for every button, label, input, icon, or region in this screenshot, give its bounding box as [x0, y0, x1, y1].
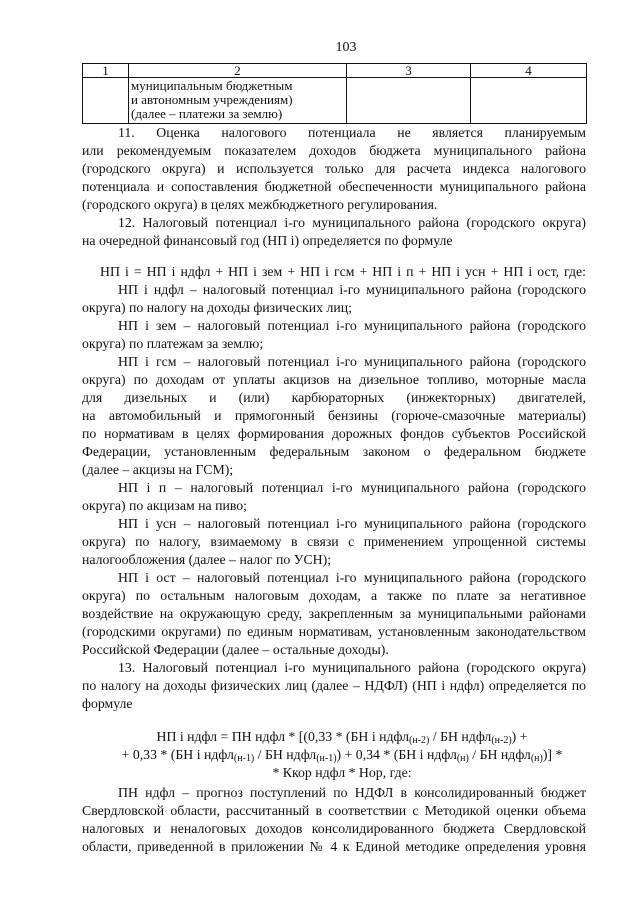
text-line: Российской Федерации (далее – остальные доходы).: [82, 642, 389, 657]
formula-text: / БН ндфл: [429, 729, 492, 744]
cell-text-line: и автономным учреждениям): [131, 92, 293, 107]
text-line: Свердловской области, рассчитанный в соответствии с Методикой оценки объема: [82, 803, 586, 818]
formula-text: ) +: [511, 729, 528, 744]
formula-text: ) + 0,34 * (БН i ндфл: [336, 747, 457, 762]
text-line: формуле: [82, 696, 133, 711]
formula-text: НП i ндфл = ПН ндфл * [(0,33 * (БН i ндфл: [156, 729, 410, 744]
text-line: (городского округа) и используется только для расчета индекса налогового: [82, 161, 586, 176]
text-line: НП i ост – налоговый потенциал i-го муниципального района (городского: [118, 570, 586, 585]
text-line: (далее – акцизы на ГСМ);: [82, 462, 234, 477]
clause-13: [82, 659, 586, 713]
text-line: Федерации, установленным федеральным законом о федеральном бюджете: [82, 444, 586, 459]
page-number: 103: [335, 40, 357, 55]
table-cell-col1: [83, 78, 129, 124]
text-line: по нормативам в целях формирования дорожных фондов субъектов Российской: [82, 426, 586, 441]
formula-line: [98, 746, 586, 764]
text-line: на автомобильный и прямогонный бензины (горюче-смазочные материалы): [82, 408, 586, 423]
formula-subscript: (н): [456, 753, 469, 764]
definition-np-ndfl: [82, 281, 586, 317]
definition-np-usn: [82, 515, 586, 569]
formula-np: [82, 263, 586, 281]
formula-text: / БН ндфл: [254, 747, 317, 762]
formula-line: [98, 764, 586, 782]
text-line: НП i п – налоговый потенциал i-го муниципального района (городского: [118, 480, 586, 495]
formula-subscript: (н-2): [409, 735, 430, 746]
text-line: воздействие на окружающую среду, закрепленным за муниципальными районами: [82, 606, 586, 621]
text-line: НП i гсм – налоговый потенциал i-го муниципального района (городского: [118, 354, 586, 369]
formula-subscript: (н-1): [233, 753, 255, 764]
text-line: НП i усн – налоговый потенциал i-го муниципального района (городского: [118, 516, 586, 531]
column-number-4: 4: [471, 64, 587, 78]
text-line: НП i = НП i ндфл + НП i зем + НП i гсм + НП i п + НП i усн + НП i ост, где:: [100, 264, 586, 279]
table-header-row: [83, 64, 587, 78]
text-line: НП i ндфл – налоговый потенциал i-го муниципального района (городского: [118, 282, 586, 297]
formula-text: )] *: [542, 747, 563, 762]
text-line: области, приведенной в приложении № 4 к Единой методике определения уровня: [82, 839, 586, 854]
continuation-table: [82, 63, 587, 124]
definition-np-gsm: [82, 353, 586, 479]
column-number-3: 3: [347, 64, 471, 78]
column-number-1: 1: [83, 64, 129, 78]
text-line: округа) по налогу на доходы физических лиц;: [82, 300, 352, 315]
clause-12: [82, 214, 586, 250]
text-line: ПН ндфл – прогноз поступлений по НДФЛ в консолидированный бюджет: [118, 785, 586, 800]
formula-subscript: (н-1): [316, 753, 337, 764]
text-line: по налогу на доходы физических лиц (далее – НДФЛ) (НП i ндфл) определяется по: [82, 678, 586, 693]
table-cell-col2: [129, 78, 347, 124]
text-line: округа) по остальным налоговым доходам, а также по плате за негативное: [82, 588, 586, 603]
cell-text-line: (далее – платежи за землю): [131, 106, 283, 121]
column-number-2: 2: [129, 64, 347, 78]
formula-text: + 0,33 * (БН i ндфл: [121, 747, 234, 762]
text-line: потенциала и сопоставления бюджетной обеспеченности муниципального района: [82, 179, 586, 194]
definition-np-ost: [82, 569, 586, 659]
text-line: 13. Налоговый потенциал i-го муниципального района (городского округа): [118, 660, 586, 675]
body-text: [82, 124, 586, 856]
definition-np-zem: [82, 317, 586, 353]
table-row: [83, 78, 587, 124]
table-cell-col4: [471, 78, 587, 124]
formula-subscript: (н): [530, 753, 543, 764]
text-line: 11. Оценка налогового потенциала не является планируемым: [118, 125, 586, 140]
text-line: округа) по платежам за землю;: [82, 336, 264, 351]
formula-text: * Ккор ндфл * Нор, где:: [272, 765, 412, 780]
definition-pn-ndfl: [82, 784, 586, 856]
formula-text: / БН ндфл: [468, 747, 531, 762]
text-line: налогообложения (далее – налог по УСН);: [82, 552, 332, 567]
cell-text-line: муниципальным бюджетным: [131, 78, 293, 93]
text-line: 12. Налоговый потенциал i-го муниципального района (городского округа): [118, 215, 586, 230]
text-line: округа) по акцизам на пиво;: [82, 498, 247, 513]
text-line: или рекомендуемым показателем доходов бюджета муниципального района: [82, 143, 586, 158]
formula-np-ndfl: [82, 728, 586, 782]
formula-subscript: (н-2): [491, 735, 512, 746]
text-line: округа) по налогу, взимаемому в связи с применением упрощенной системы: [82, 534, 586, 549]
text-line: для дизельных и (или) карбюраторных (инжекторных) двигателей,: [82, 390, 586, 405]
definition-np-p: [82, 479, 586, 515]
text-line: на очередной финансовый год (НП i) определяется по формуле: [82, 233, 453, 248]
clause-11: [82, 124, 586, 214]
text-line: (городскими округами) по единым нормативам, установленным законодательством: [82, 624, 586, 639]
text-line: налоговых и неналоговых доходов консолидированного бюджета Свердловской: [82, 821, 586, 836]
text-line: (городского округа) в целях межбюджетного регулирования.: [82, 197, 438, 212]
text-line: НП i зем – налоговый потенциал i-го муниципального района (городского: [118, 318, 586, 333]
formula-line: [98, 728, 586, 746]
table-cell-col3: [347, 78, 471, 124]
text-line: округа) по доходам от уплаты акцизов на дизельное топливо, моторные масла: [82, 372, 586, 387]
